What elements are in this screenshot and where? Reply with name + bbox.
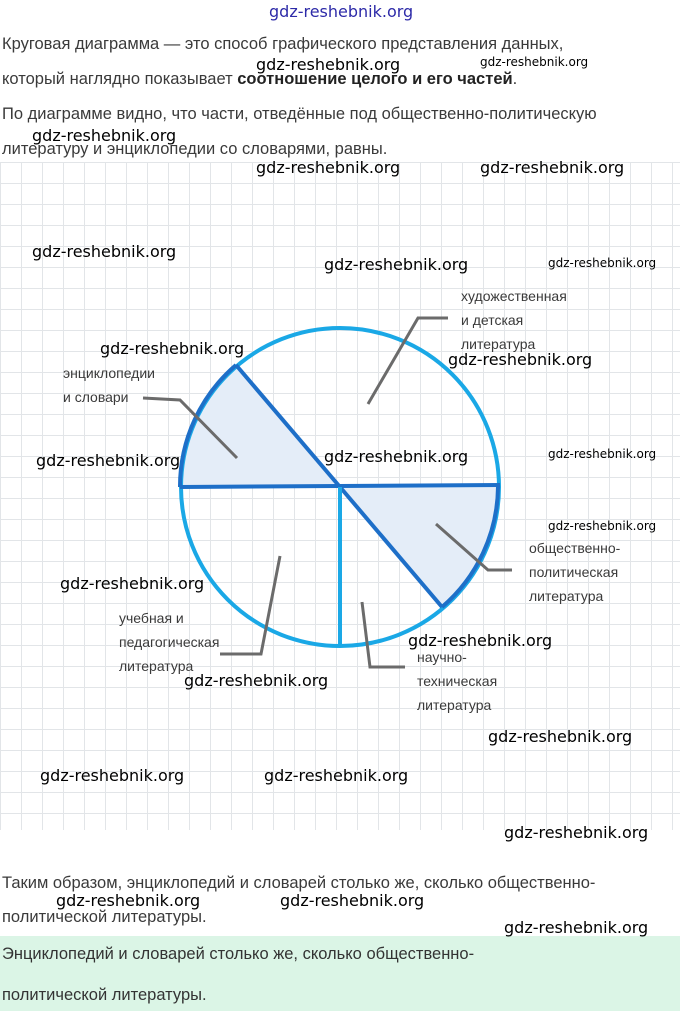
watermark: gdz-reshebnik.org: [264, 766, 409, 785]
watermark: gdz-reshebnik.org: [256, 158, 401, 177]
conclusion-line-2: политической литературы.: [2, 908, 207, 926]
watermark: gdz-reshebnik.org: [324, 447, 469, 466]
label-encyclopedias-2: и словари: [63, 389, 129, 405]
watermark: gdz-reshebnik.org: [36, 451, 181, 470]
label-science-3: литература: [417, 697, 492, 713]
intro-line-4: литературу и энциклопедии со словарями, равны.: [2, 140, 388, 158]
watermark: gdz-reshebnik.org: [504, 823, 649, 842]
label-social-2: политическая: [529, 564, 619, 580]
label-education-3: литература: [119, 658, 194, 674]
answer-line-1: Энциклопедий и словарей столько же, сколько общественно-: [2, 945, 475, 963]
intro-line-1: Круговая диаграмма — это способ графического представления данных,: [2, 35, 564, 53]
watermark: gdz-reshebnik.org: [480, 55, 589, 69]
watermark: gdz-reshebnik.org: [488, 727, 633, 746]
watermark: gdz-reshebnik.org: [280, 891, 425, 910]
watermark: gdz-reshebnik.org: [56, 891, 201, 910]
intro-line-3: По диаграмме видно, что части, отведённые под общественно-политическую: [2, 105, 597, 123]
label-science-2: техническая: [417, 673, 498, 689]
label-education-1: учебная и: [119, 610, 184, 626]
label-education-2: педагогическая: [119, 634, 220, 650]
conclusion-line-1: Таким образом, энциклопедий и словарей столько же, сколько общественно-: [2, 874, 596, 892]
watermark: gdz-reshebnik.org: [60, 574, 205, 593]
watermark: gdz-reshebnik.org: [408, 631, 553, 650]
watermark: gdz-reshebnik.org: [32, 126, 177, 145]
watermark: gdz-reshebnik.org: [548, 256, 657, 270]
label-social-3: литература: [529, 588, 604, 604]
label-social-1: общественно-: [529, 540, 621, 556]
watermark: gdz-reshebnik.org: [448, 350, 593, 369]
watermark: gdz-reshebnik.org: [548, 519, 657, 533]
label-fiction-2: и детская: [461, 312, 524, 328]
site-link[interactable]: gdz-reshebnik.org: [269, 2, 414, 21]
label-fiction-1: художественная: [461, 288, 567, 304]
watermark: gdz-reshebnik.org: [184, 671, 329, 690]
watermark: gdz-reshebnik.org: [480, 158, 625, 177]
watermark: gdz-reshebnik.org: [32, 242, 177, 261]
answer-box: [0, 936, 680, 1011]
watermark: gdz-reshebnik.org: [100, 339, 245, 358]
intro-line-2-end: .: [512, 70, 518, 88]
leader-education: [220, 556, 280, 654]
answer-line-2: политической литературы.: [2, 986, 207, 1004]
watermark: gdz-reshebnik.org: [504, 918, 649, 937]
watermark: gdz-reshebnik.org: [548, 447, 657, 461]
watermark: gdz-reshebnik.org: [324, 255, 469, 274]
label-encyclopedias-1: энциклопедии: [63, 365, 155, 381]
intro-bold-phrase: соотношение целого и его частей: [237, 70, 513, 88]
intro-line-2-start: который наглядно показывает: [2, 70, 238, 88]
watermark: gdz-reshebnik.org: [256, 55, 401, 74]
label-fiction-3: литература: [461, 336, 536, 352]
sector-social-political: [340, 487, 498, 607]
label-science-1: научно-: [417, 649, 467, 665]
watermark: gdz-reshebnik.org: [40, 766, 185, 785]
